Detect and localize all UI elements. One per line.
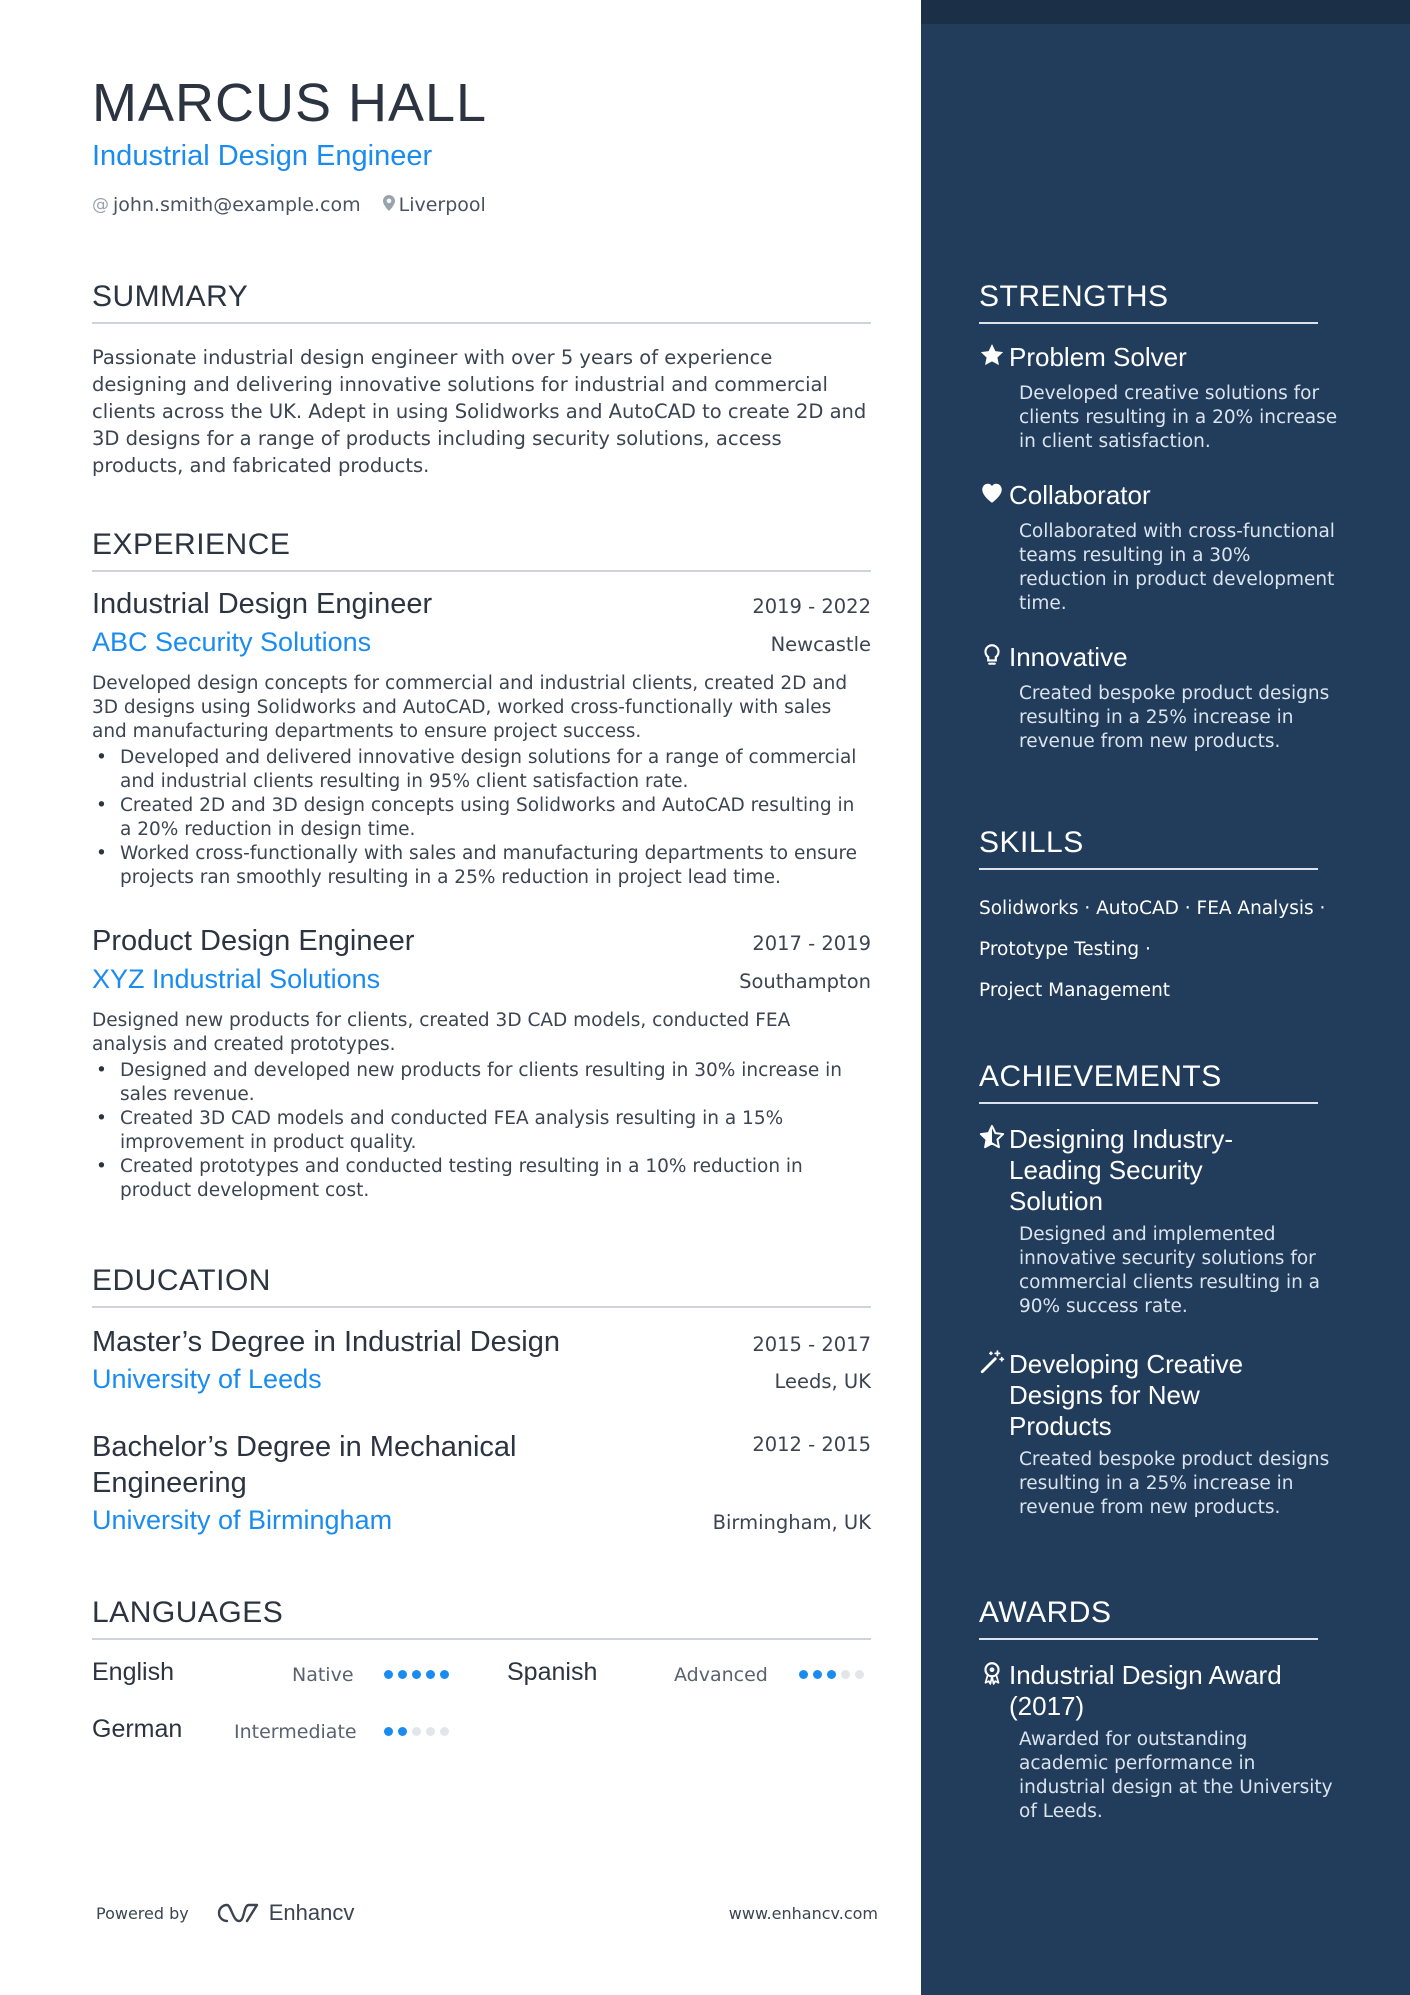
skills-list (979, 888, 1339, 1011)
skills-line: Solidworks · AutoCAD · FEA Analysis · (979, 898, 1326, 919)
rating-dot-empty (841, 1670, 850, 1679)
strengths-heading: STRENGTHS (979, 280, 1318, 324)
magic-wand-icon (979, 1349, 1009, 1383)
summary-heading: SUMMARY (92, 280, 871, 324)
job-title: Product Design Engineer (92, 925, 415, 957)
email-text[interactable]: john.smith@example.com (113, 194, 361, 216)
job-title: Industrial Design Engineer (92, 588, 433, 620)
award-item (979, 1660, 1339, 1824)
rating-dot-filled (799, 1670, 808, 1679)
candidate-name: MARCUS HALL (92, 73, 488, 133)
language-name: English (92, 1658, 174, 1686)
language-rating (799, 1670, 864, 1679)
language-level: Intermediate (234, 1721, 357, 1743)
rating-dot-empty (440, 1727, 449, 1736)
at-icon: @ (92, 195, 109, 215)
strength-title: Innovative (1009, 642, 1128, 672)
job-bullets (92, 746, 871, 890)
language-rating (384, 1727, 449, 1736)
powered-by-text: Powered by (96, 1903, 189, 1923)
language-level: Native (292, 1664, 354, 1686)
rating-dot-filled (813, 1670, 822, 1679)
location-pin-icon (383, 195, 395, 216)
achievement-description: Designed and implemented innovative security solutions for commercial clients resulting in a 90% success rate. (1019, 1224, 1321, 1317)
rating-dot-filled (398, 1727, 407, 1736)
rating-dot-filled (412, 1670, 421, 1679)
contact-row (92, 194, 486, 216)
skills-heading: SKILLS (979, 826, 1318, 870)
achievement-title: Developing Creative Designs for New Products (1009, 1349, 1244, 1441)
education-dates: 2015 - 2017 (752, 1333, 871, 1356)
language-name: Spanish (507, 1658, 598, 1686)
job-location: Southampton (739, 970, 871, 993)
strength-description: Developed creative solutions for clients resulting in a 20% increase in client satisfaction. (1019, 383, 1338, 452)
education-entry (92, 1324, 871, 1395)
bullet-item: • Developed and delivered innovative design solutions for a range of commercial and industrial clients resulting in 95% client satisfaction rate. (92, 746, 871, 794)
language-name: German (92, 1715, 183, 1743)
brand-logo[interactable] (213, 1900, 355, 1926)
skills-line: Prototype Testing · (979, 939, 1151, 960)
achievement-description: Created bespoke product designs resulting in a 25% increase in revenue from new products. (1019, 1449, 1330, 1518)
rating-dot-filled (384, 1727, 393, 1736)
award-title: Industrial Design Award (2017) (1009, 1660, 1282, 1721)
candidate-title: Industrial Design Engineer (92, 140, 433, 172)
language-entry (92, 1715, 455, 1744)
strength-description: Created bespoke product designs resulting in a 25% increase in revenue from new products. (1019, 683, 1330, 752)
language-level: Advanced (674, 1664, 768, 1686)
award-icon (979, 1660, 1009, 1694)
degree-title: Bachelor’s Degree in Mechanical Engineering (92, 1431, 517, 1499)
bullet-item: • Created 2D and 3D design concepts using Solidworks and AutoCAD resulting in a 20% reduction in design time. (92, 794, 871, 842)
footer (96, 1900, 878, 1926)
rating-dot-empty (412, 1727, 421, 1736)
achievement-item (979, 1349, 1339, 1520)
job-company: XYZ Industrial Solutions (92, 964, 381, 994)
school-name: University of Leeds (92, 1364, 322, 1394)
achievements-heading: ACHIEVEMENTS (979, 1060, 1318, 1104)
summary-text: Passionate industrial design engineer with over 5 years of experience designing and delivering innovative solutions for industrial and commercial clients across the UK. Adept in using Solidworks and AutoCAD to create 2D and 3D designs for a range of products including security solutions, access products, and fabricated products. (92, 346, 867, 477)
job-entry (92, 588, 871, 890)
strength-title: Problem Solver (1009, 342, 1187, 372)
achievement-title: Designing Industry-Leading Security Solution (1009, 1124, 1233, 1216)
rating-dot-filled (827, 1670, 836, 1679)
school-location: Leeds, UK (774, 1370, 871, 1393)
achievement-item (979, 1124, 1339, 1319)
strength-title: Collaborator (1009, 480, 1151, 510)
education-heading: EDUCATION (92, 1264, 871, 1308)
bullet-item: • Designed and developed new products for clients resulting in 30% increase in sales revenue. (92, 1059, 871, 1107)
brand-name: Enhancv (268, 1900, 355, 1925)
language-entry (92, 1658, 455, 1687)
job-bullets (92, 1059, 871, 1203)
rating-dot-filled (426, 1670, 435, 1679)
bullet-item: • Worked cross-functionally with sales and manufacturing departments to ensure projects ran smoothly resulting in a 25% reduction in project lead time. (92, 842, 871, 890)
rating-dot-filled (398, 1670, 407, 1679)
job-location: Newcastle (770, 633, 871, 656)
star-half-icon (979, 1124, 1009, 1158)
star-icon (979, 342, 1009, 376)
strength-item (979, 642, 1339, 754)
job-company: ABC Security Solutions (92, 627, 372, 657)
rating-dot-filled (384, 1670, 393, 1679)
languages-heading: LANGUAGES (92, 1596, 871, 1640)
rating-dot-filled (440, 1670, 449, 1679)
job-entry (92, 925, 871, 1203)
awards-heading: AWARDS (979, 1596, 1318, 1640)
location-text: Liverpool (398, 194, 486, 216)
education-entry (92, 1429, 871, 1536)
job-dates: 2019 - 2022 (752, 595, 871, 618)
website-link[interactable]: www.enhancv.com (728, 1903, 878, 1923)
bullet-item: • Created 3D CAD models and conducted FEA analysis resulting in a 15% improvement in product quality. (92, 1107, 871, 1155)
award-description: Awarded for outstanding academic performance in industrial design at the University of Leeds. (1019, 1729, 1333, 1822)
job-dates: 2017 - 2019 (752, 932, 871, 955)
job-description: Designed new products for clients, created 3D CAD models, conducted FEA analysis and created prototypes. (92, 1010, 791, 1055)
rating-dot-empty (855, 1670, 864, 1679)
education-dates: 2012 - 2015 (752, 1433, 871, 1456)
language-entry (507, 1658, 871, 1687)
sidebar-top-bar (921, 0, 1410, 24)
rating-dot-empty (426, 1727, 435, 1736)
school-name: University of Birmingham (92, 1505, 393, 1535)
strength-item (979, 480, 1339, 616)
language-rating (384, 1670, 449, 1679)
strength-item (979, 342, 1339, 454)
heart-icon (979, 480, 1009, 514)
school-location: Birmingham, UK (712, 1511, 871, 1534)
experience-heading: EXPERIENCE (92, 528, 871, 572)
lightbulb-icon (979, 642, 1009, 676)
enhancv-logo-icon (213, 1902, 259, 1924)
sidebar (921, 0, 1410, 1995)
degree-title: Master’s Degree in Industrial Design (92, 1326, 560, 1358)
skills-line: Project Management (979, 980, 1171, 1001)
job-description: Developed design concepts for commercial and industrial clients, created 2D and 3D designs using Solidworks and AutoCAD, worked cross-functionally with sales and manufacturing departments to ensure project success. (92, 673, 848, 742)
strength-description: Collaborated with cross-functional teams resulting in a 30% reduction in product development time. (1019, 521, 1335, 614)
bullet-item: • Created prototypes and conducted testing resulting in a 10% reduction in product development cost. (92, 1155, 871, 1203)
